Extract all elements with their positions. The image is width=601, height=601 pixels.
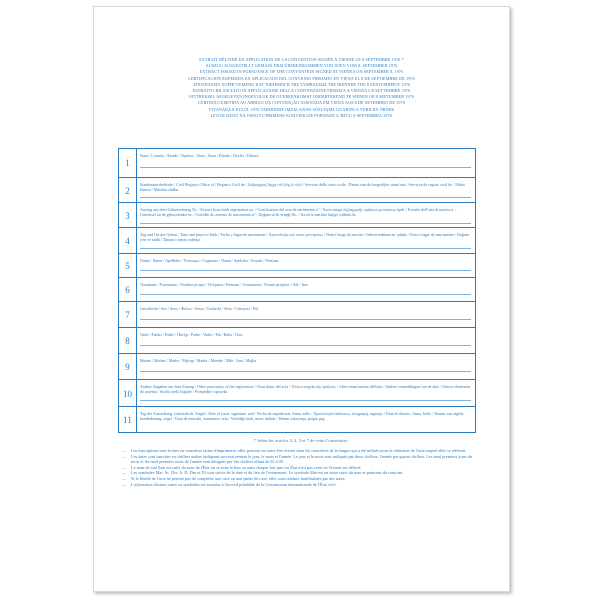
row-number: 4 [119, 228, 137, 254]
row-number: 1 [119, 149, 137, 177]
row-number: 6 [119, 278, 137, 302]
row-label: Tag der Ausstellung, Unterschrift, Siegel / Date of issue, signature, seal / Fecha de expedicion, firma, sello / Χρονολογία ἐκδόσεως, ὑπογραφή, σφραγίς / Data di rilascio, firma, bollo / Datum van afgifte, handtekening, zegel / Data de emissão, assinatura, selo / Verildiği tarih, imza, mühür / Datum izdavanja, potpis, pig [140, 411, 465, 422]
fill-line [140, 167, 471, 168]
dash-bullet: — [122, 448, 127, 453]
form-row [119, 379, 475, 407]
note-text: Les symboles Mar. Sc. Div. A. D. Dm et Df sont suivis de la date et du lieu de l'événement. Le symbole Mar est en outre suivi du nom et prénoms du conjoint. [131, 470, 404, 476]
dash-bullet: — [122, 464, 127, 470]
fill-line [140, 223, 471, 224]
dash-bullet: — [122, 470, 127, 476]
row-label: Andere Angaben aus dem Eintrag / Other particulars of the registration / Otras datos del acta / Ἄλλα στοιχεῖα τῆς πράξεως / Altre enunciazioni dell'atto / Andere vermeldingen van de akte / Outros elementos do assento / Sicilin öteki bilgiler / Primjedbe i upravka [140, 384, 471, 395]
fill-line [140, 345, 471, 346]
row-number: 2 [119, 178, 137, 203]
form-row [119, 177, 475, 203]
footnote-note [122, 482, 477, 488]
form-row [119, 253, 475, 278]
header-line: VIYANADA 8 EYLÜL 1976 TARIHINDE IMZALANAN SÖZLEŞME UGARINCA VERILEN ÖRNEK [208, 106, 395, 112]
fill-line [140, 319, 471, 320]
row-label: Tag und Ort der Geburt / Date and place of birth / Fecha y lugar de nacimiento / Χρονολογία καὶ τόπος γεννήσεως / Data e luogo di nascita / Geboortedatum en -plaats / Data e lugar do nascimento / Doğum yeri ve tarihi / Datum i mesto rođenja [140, 232, 470, 243]
extract-form-table [118, 148, 476, 433]
header-line: ΑΠΟΣΠΑΣΜΑ ΧΟΡΗΓΟΥΜΕΝΟ ΚΑΤ' ΕΦΑΡΜΟΓΗ ΤΗΣ ΣΥΜΒΑΣΕΩΣ ΤΗΣ ΒΙΕΝΝΗΣ ΤΗΣ 8 ΣΕΠΤΕΜΒΡΙΟΥ 1976 [192, 81, 411, 87]
note-text: Les dates sont inscrites en chiffres arabes indiquant successivement le jour, le mois et l'année. Le jour et le mois sont indiqués par deux chiffres, l'année par quatre chiffres. Les neuf premiers jours du mois et les neuf premiers mois de l'année sont désignés par des chiffres allant de 01 à 09. [131, 453, 473, 465]
footnote-notes [122, 448, 477, 487]
row-label: Name / Name / Apellidos / Ἐπώνυμο / Cognome / Naam / Apelidos / Soyadı / Prezime [140, 258, 279, 263]
note-text: Si le libellé de l'acte ne permet pas de compléter une case ou une partie de case, elles sont rendues inutilisables par des traits. [131, 475, 346, 481]
note-text: Les inscriptions sont écrites en caractères latins d'imprimerie; elles peuvent en outre être écrites dans les caractères de la langue qui a été utilisée pour la rédaction de l'acte auquel elles se réfèrent. [131, 448, 467, 453]
row-label: Geschlecht / Sex / Sexo / Φύλον / Sesso / Geslacht / Sexo / Cinsiyeti / Pol [140, 306, 259, 311]
fill-line [140, 400, 471, 401]
header-line: CERTIDÃO EMITIDA AO ABRIGO DA CONVENÇÃO ASSINADA EM VIENA AOS 8 DE SETEMBRO DE 1976 [198, 100, 405, 106]
row-label: Auszug aus dem Geburtseintrag Nr. / Extract from birth registration no. / Certificacion del acta de nacimiento nº / Ἀπόσπασμα ληξιαρχικῆς πράξεως γεννήσεως ἀριθ. / Estratto dell'atto di nascita n. / Uittreksel uit de geboorteakte nr. / Certidão do assento de nascimento nº / Doğum sicili örneği No. / Izvod iz matične knjige rođenih br. [140, 207, 457, 218]
dash-bullet: — [122, 453, 127, 459]
fill-line [140, 371, 471, 372]
dash-bullet: — [122, 475, 127, 481]
row-label: Mutter / Mother / Madre / Μήτηρ / Madre / Moeder / Mãe / Ana / Majka [140, 358, 256, 363]
row-label: Vornamen / Forenames / Nombre propio / Ὀνόματα / Prenomi / Voornamen / Nomes próprios / Adı / Ime [140, 282, 308, 287]
header-line: EXTRAIT DÉLIVRÉ EN APPLICATION DE LA CONVENTION SIGNÉE A VIENNE LE 8 SEPTEMBRE 1976 * [199, 57, 404, 62]
row-label: Staat / Country / Estado / Κράτος / Stato / Staat / Estado / Devlet / Država [140, 153, 259, 158]
row-label: Standesamtsbehörde / Civil Registry Office of / Registro Civil de / Ληξιαρχική Άρχή τοῦ (τῆς ἢ τῶν) / Servizio dello stato civile / Dienst van de burgerlijke stand van / Serviços do registo civil de / Nüfus Idaresi / Matična služba [140, 182, 465, 193]
row-number: 11 [119, 407, 137, 433]
form-row [119, 301, 475, 328]
row-number: 9 [119, 354, 137, 380]
header-line: EXTRACT ISSUED IN PURSUANCE OF THE CONVENTION SIGNED AT VIENNA ON SEPTEMBER 8, 1976 [199, 69, 404, 75]
header-line: IZVOD IZDAT NA OSNOVU PRIMENE KONVENCIJE POPISANE U BEČU 8 SEPTEMBRA 1976 [211, 112, 392, 118]
form-row [119, 406, 475, 433]
fill-line [140, 197, 471, 198]
fill-line [140, 248, 471, 249]
form-row [119, 327, 475, 354]
footnote-note [122, 454, 477, 465]
row-number: 5 [119, 254, 137, 278]
row-number: 8 [119, 328, 137, 354]
header-line: AUSZUG AUSGESTELLT GEMÄSS DEM ÜBEREINKOMMEN VON WIEN VOM 8. SEPTEMBER 1976 [205, 63, 398, 69]
form-row [119, 202, 475, 228]
note-text: L'adjonction d'autres cases ou symboles est soumise à l'accord préalable de la Commission internationale de l'État civil. [131, 481, 337, 487]
header-line: UITTREKSEL AFGEGEVEN INGEVOLGE DE OVEREENKOMST ONDERTEKEND TE WENEN OP 8 SEPTEMBER 1976 [188, 94, 415, 100]
note-text: Le nom de tout Etat est suivi du nom de l'État où se situe le lieu ou ainsi chaque fois que cet État n'est pas celui où l'extrait est délivré. [131, 464, 362, 470]
certificate-page [93, 6, 510, 592]
fill-line [140, 294, 471, 295]
dash-bullet: — [122, 481, 127, 487]
form-row [119, 277, 475, 302]
form-row [119, 149, 475, 177]
footnote-title: * Selon les articles 3, 4, 5 et 7 de cette Convention : [253, 438, 350, 443]
header-line: CERTIFICACION EXPEDIDA EN APLICACION DEL CONVENIO FIRMADO EN VIENA EL 8 DE SEPTIEMBRE DE 1976 [188, 75, 415, 81]
row-label: Vater / Father / Padre / Πατήρ / Padre / Vader / Pai / Baba / Otac [140, 332, 243, 337]
row-number: 7 [119, 302, 137, 328]
header-line: ESTRATTO RILASCIATO IN APPLICAZIONE DELLA CONVENZIONE FIRMATA A VIENNA L'8 SETTEMBRE 1976 [192, 88, 411, 94]
row-number: 10 [119, 380, 137, 407]
fill-line [140, 270, 471, 271]
row-number: 3 [119, 203, 137, 228]
form-row [119, 227, 475, 254]
form-row [119, 353, 475, 380]
multilingual-header [94, 57, 509, 119]
